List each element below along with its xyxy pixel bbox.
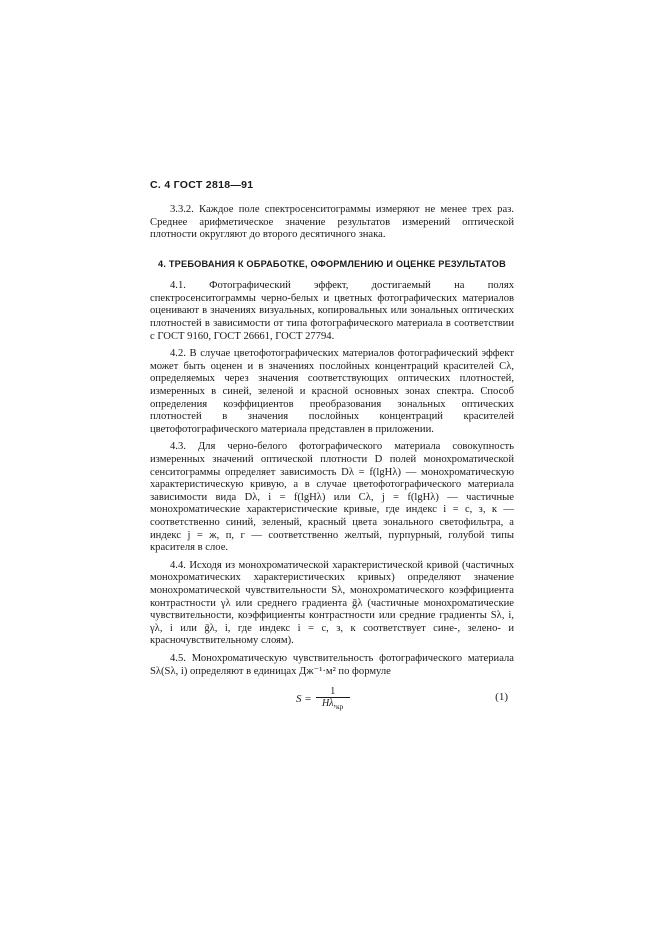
- paragraph-4-3: 4.3. Для черно-белого фотографического материала совокупность измеренных значений оптической плотности D полей монохроматической сенситограммы определяет зависимость Dλ = f(lgHλ) — монохроматическую характеристическую кривую, а в случае цветофотографического материала зависимости вида Dλ, i = f(lgHλ) или Cλ, j = f(lgHλ) — частичные монохроматические характеристические кривые, где индекс i = с, з, к — соответственно синий, зеленый, красный цвета зонального светофильтра, а индекс j = ж, п, г — соответственно желтый, пурпурный, голубой типы красителя в слое.: [150, 441, 514, 554]
- paragraph-4-1: 4.1. Фотографический эффект, достигаемый на полях спектросенситограммы черно-белых и цветных фотографических материалов оценивают в значениях визуальных, копировальных или зональных оптических плотностей в зависимости от типа фотографического материала в соответствии с ГОСТ 9160, ГОСТ 26661, ГОСТ 27794.: [150, 280, 514, 342]
- formula-numerator: 1: [330, 686, 336, 698]
- formula-denominator-main: Hλ,: [321, 698, 337, 710]
- paragraph-4-2: 4.2. В случае цветофотографических материалов фотографический эффект может быть оценен и в значениях послойных концентраций красителей Cλ, определяемых через значения соответствующих оптических плотностей, измеренных в синей, зеленой и красной основных зонах спектра. Способ определения коэффициентов преобразования зональных оптических плотностей в значения послойных концентраций красителей цветофотографического материала представлен в приложении.: [150, 348, 514, 435]
- document-body: [150, 204, 514, 712]
- paragraph-3-3-2: 3.3.2. Каждое поле спектросенситограммы измеряют не менее трех раз. Среднее арифметическое значение результатов измерений оптической плотности округляют до второго десятичного знака.: [150, 204, 514, 241]
- formula-expression: [296, 686, 350, 713]
- formula-1: [150, 682, 514, 712]
- section-4-title: 4. ТРЕБОВАНИЯ К ОБРАБОТКЕ, ОФОРМЛЕНИЮ И ОЦЕНКЕ РЕЗУЛЬТАТОВ: [158, 258, 506, 269]
- page-header: С. 4 ГОСТ 2818—91: [150, 179, 254, 191]
- formula-lhs: S =: [296, 693, 312, 706]
- formula-denominator-sub: кр: [336, 702, 344, 712]
- formula-denominator: [322, 698, 343, 713]
- paragraph-4-4: 4.4. Исходя из монохроматической характеристической кривой (частичных монохроматических характеристических кривых) определяют значение монохроматической чувствительности Sλ, монохроматического коэффициента контрастности γλ или среднего градиента ḡλ (частичные монохроматические чувствительности, коэффициенты контрастности или средние градиенты Sλ, i, γλ, i или ḡλ, i, где индекс i = с, з, к соответствует сине-, зелено- и красночувствительному слоям).: [150, 559, 514, 647]
- formula-number: (1): [495, 691, 508, 704]
- paragraph-4-5: 4.5. Монохроматическую чувствительность фотографического материала Sλ(Sλ, i) определяют в единицах Дж⁻¹·м² по формуле: [150, 652, 514, 677]
- formula-fraction: [316, 686, 350, 713]
